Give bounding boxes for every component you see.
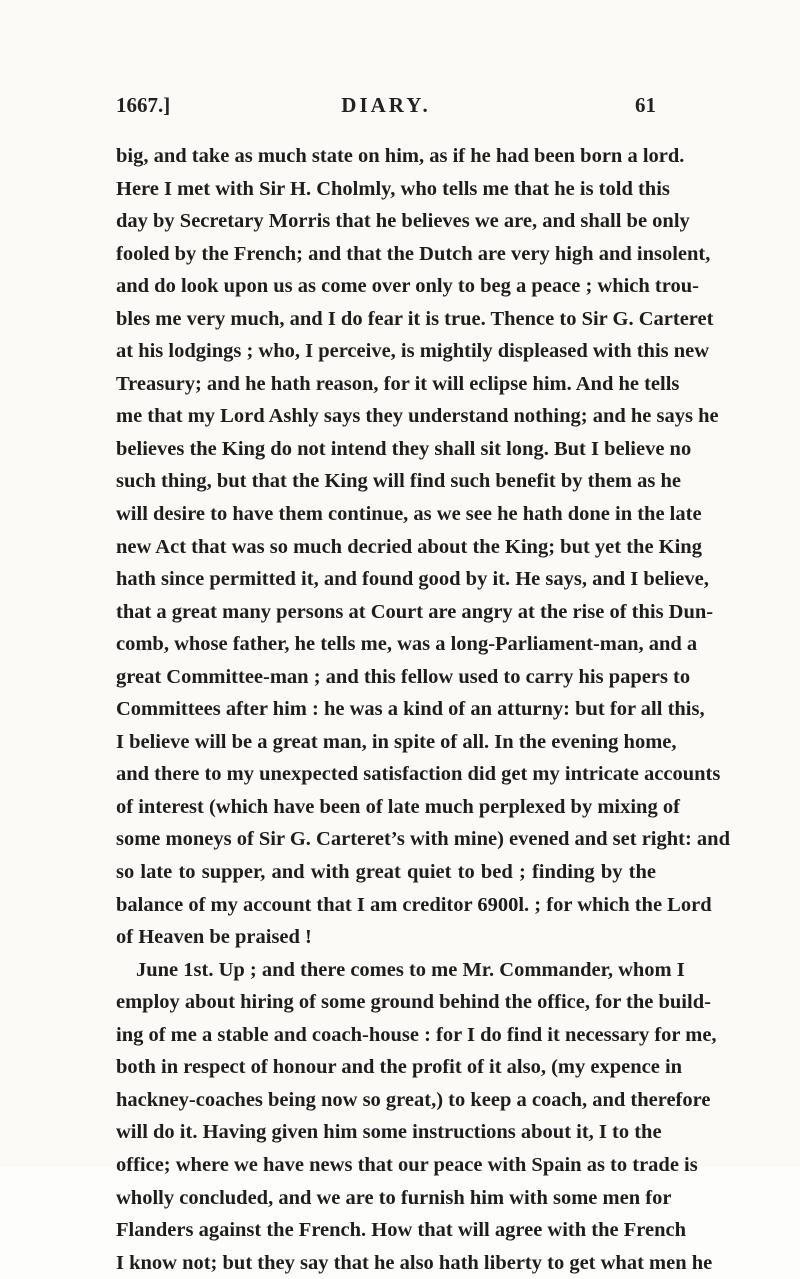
text-line: new Act that was so much decried about the King; but yet the King — [116, 535, 702, 558]
text-line: office; where we have news that our peace with Spain as to trade is — [116, 1153, 698, 1176]
text-line: comb, whose father, he tells me, was a long-Parliament-man, and a — [116, 633, 698, 656]
text-line: and do look upon us as come over only to beg a peace ; which trou- — [116, 275, 699, 298]
text-line: hath since permitted it, and found good by it. He says, and I believe, — [116, 568, 709, 591]
text-line: I know not; but they say that he also hath liberty to get what men he — [116, 1251, 713, 1274]
text-line: big, and take as much state on him, as if he had been born a lord. — [116, 145, 685, 167]
text-line: fooled by the French; and that the Dutch are very high and insolent, — [116, 242, 711, 265]
text-line: that a great many persons at Court are angry at the rise of this Dun- — [116, 600, 714, 623]
text-line: balance of my account that I am creditor 6900l. ; for which the Lord — [116, 893, 712, 916]
text-line: bles me very much, and I do fear it is true. Thence to Sir G. Carteret — [116, 307, 714, 330]
text-line: of Heaven be praised ! — [116, 926, 312, 949]
text-line: will do it. Having given him some instructions about it, I to the — [116, 1121, 662, 1144]
text-line: both in respect of honour and the profit of it also, (my expence in — [116, 1056, 683, 1079]
text-line: Treasury; and he hath reason, for it will eclipse him. And he tells — [116, 372, 680, 395]
text-line: hackney-coaches being now so great,) to keep a coach, and therefore — [116, 1088, 711, 1111]
text-line: Here I met with Sir H. Cholmly, who tells me that he is told this — [116, 177, 670, 200]
text-line: and there to my unexpected satisfaction did get my intricate accounts — [116, 763, 721, 786]
text-line: some moneys of Sir G. Carteret’s with mine) evened and set right: and — [116, 828, 730, 851]
text-line: such thing, but that the King will find such benefit by them as he — [116, 470, 681, 493]
text-line: believes the King do not intend they shall sit long. But I believe no — [116, 437, 692, 460]
text-line: will desire to have them continue, as we see he hath done in the late — [116, 503, 702, 526]
text-line: Flanders against the French. How that will agree with the French — [116, 1219, 686, 1242]
running-head — [116, 93, 656, 123]
text-line: me that my Lord Ashly says they understand nothing; and he says he — [116, 405, 719, 428]
text-line: ing of me a stable and coach-house : for I do find it necessary for me, — [116, 1023, 717, 1046]
text-line: wholly concluded, and we are to furnish him with some men for — [116, 1186, 672, 1209]
text-line: day by Secretary Morris that he believes we are, and shall be only — [116, 210, 690, 233]
text-line: I believe will be a great man, in spite of all. In the evening home, — [116, 730, 677, 753]
running-head-year: 1667.] — [116, 93, 171, 117]
text-line: so late to supper, and with great quiet to bed ; finding by the — [116, 861, 656, 884]
text-line: June 1st. Up ; and there comes to me Mr. Commander, whom I — [136, 958, 685, 981]
body-text — [116, 140, 730, 1279]
text-line: at his lodgings ; who, I perceive, is mightily displeased with this new — [116, 340, 710, 363]
text-line: of interest (which have been of late much perplexed by mixing of — [116, 795, 680, 818]
running-head-title: DIARY. — [341, 93, 431, 117]
text-line: employ about hiring of some ground behind the office, for the build- — [116, 991, 711, 1014]
text-line: Committees after him : he was a kind of an atturny: but for all this, — [116, 698, 705, 721]
text-line: great Committee-man ; and this fellow used to carry his papers to — [116, 665, 691, 688]
page-number: 61 — [635, 93, 656, 117]
